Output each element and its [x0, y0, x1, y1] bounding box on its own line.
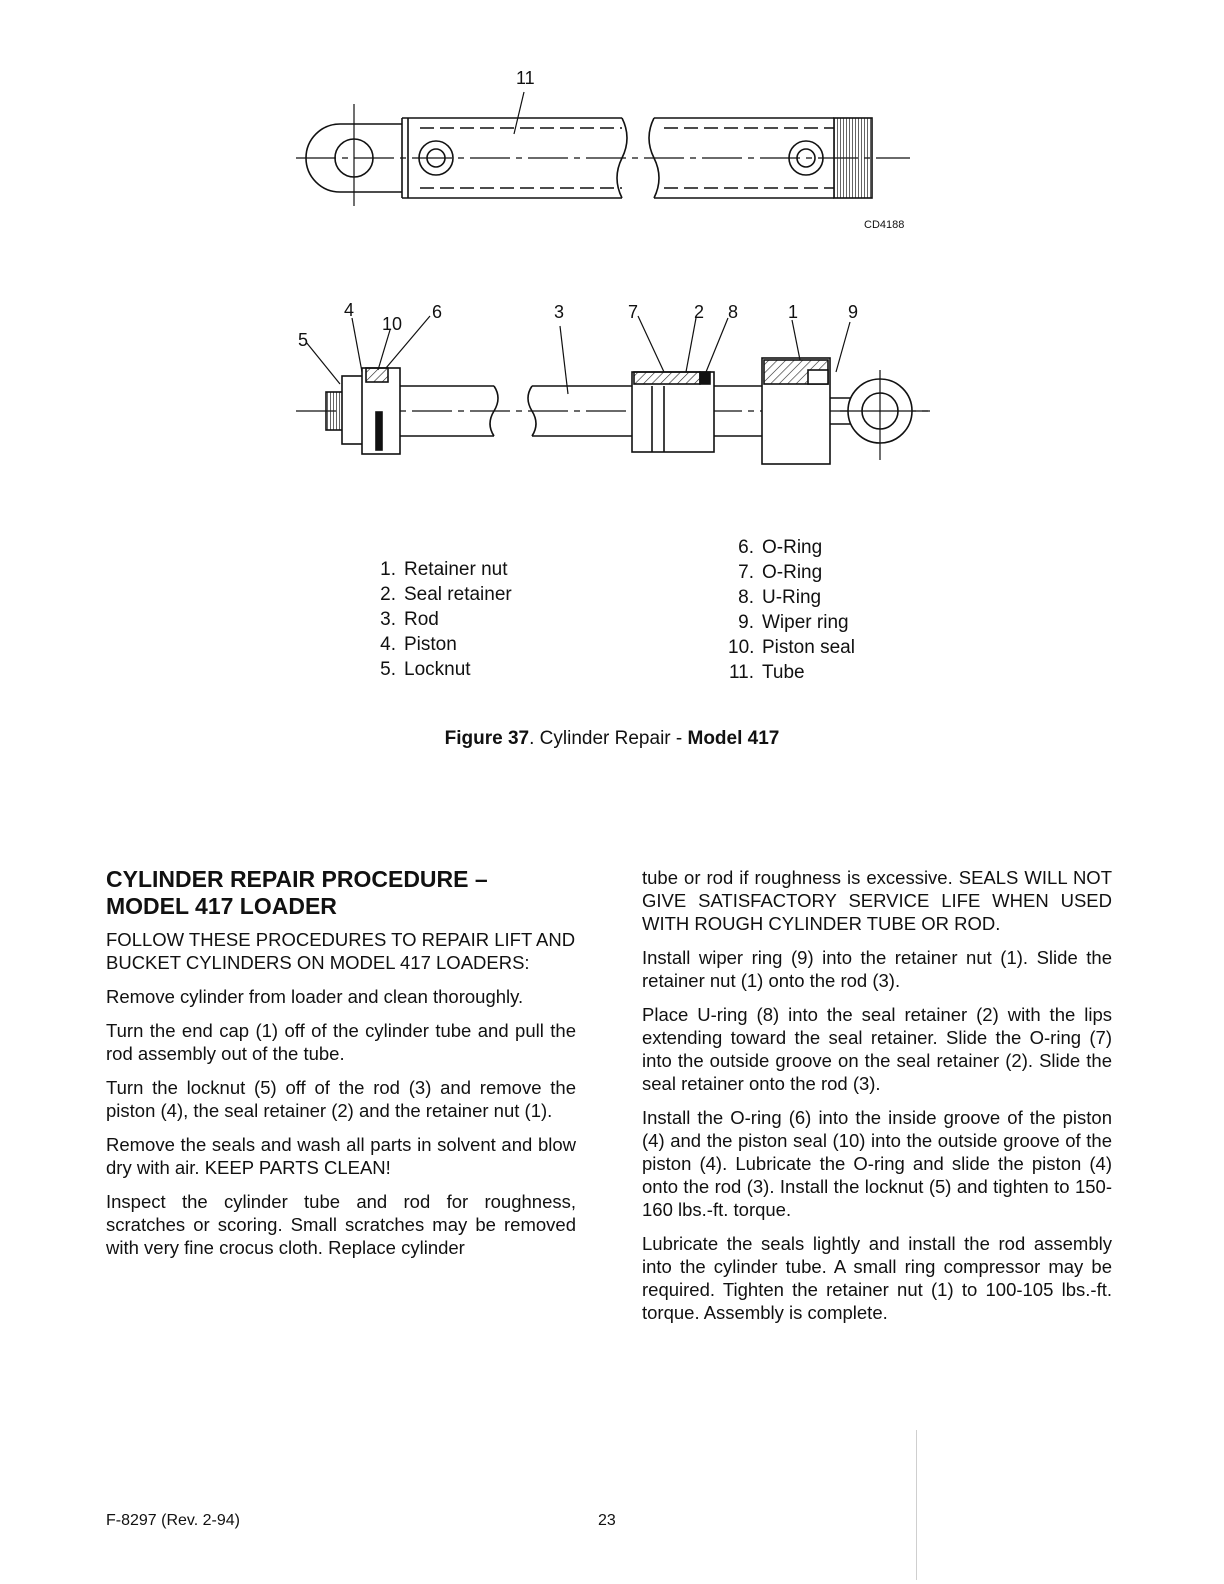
legend-item: 9. Wiper ring: [738, 612, 849, 633]
legend-item: 3. Rod: [380, 609, 439, 630]
figure-caption: Figure 37. Cylinder Repair - Model 417: [444, 728, 780, 749]
callout-10: 10: [382, 314, 403, 334]
legend-item: 5. Locknut: [380, 659, 471, 680]
paragraph: Turn the end cap (1) off of the cylinder tube and pull the rod assembly out of the tube.: [106, 1020, 576, 1064]
form-number: F-8297 (Rev. 2-94): [106, 1512, 240, 1529]
paragraph: Place U-ring (8) into the seal retainer (2) with the lips extending toward the seal retainer. Slide the O-ring (7) into the outside groove on the seal retainer (2). Slide the seal retainer onto the rod (3).: [642, 1004, 1112, 1094]
paragraph: Remove the seals and wash all parts in solvent and blow dry with air. KEEP PARTS CLEAN!: [106, 1134, 576, 1178]
callout-5: 5: [298, 330, 309, 350]
legend-item: 6. O-Ring: [738, 537, 823, 558]
page-number: 23: [598, 1512, 616, 1529]
text-column-right: [642, 866, 1112, 1335]
paragraph: Install wiper ring (9) into the retainer nut (1). Slide the retainer nut (1) onto the rod (3).: [642, 947, 1112, 991]
scan-artifact-line: [916, 1430, 917, 1580]
rod-assembly-drawing: [296, 316, 930, 464]
paragraph: Inspect the cylinder tube and rod for roughness, scratches or scoring. Small scratches may be removed with very fine crocus cloth. Replace cylinder: [106, 1191, 576, 1258]
legend-right: [728, 535, 855, 685]
legend-item: 4. Piston: [380, 634, 457, 655]
paragraph: Turn the locknut (5) off of the rod (3) and remove the piston (4), the seal retainer (2) and the retainer nut (1).: [106, 1077, 576, 1121]
paragraph: Remove cylinder from loader and clean thoroughly.: [106, 986, 524, 1007]
legend-item: 8. U-Ring: [738, 587, 822, 608]
callout-7: 7: [628, 302, 639, 322]
paragraph: tube or rod if roughness is excessive. SEALS WILL NOT GIVE SATISFACTORY SERVICE LIFE WHEN USED WITH ROUGH CYLINDER TUBE OR ROD.: [642, 867, 1112, 934]
text-column-left: [106, 866, 576, 1270]
legend-item: 11. Tube: [728, 662, 805, 683]
paragraph: Lubricate the seals lightly and install the rod assembly into the cylinder tube. A small ring compressor may be required. Tighten the retainer nut (1) to 100-105 lbs.-ft. torque. Assembly is complete.: [642, 1233, 1112, 1323]
callout-3: 3: [554, 302, 565, 322]
cylinder-diagram: [0, 0, 1224, 520]
paragraph: FOLLOW THESE PROCEDURES TO REPAIR LIFT AND BUCKET CYLINDERS ON MODEL 417 LOADERS:: [106, 929, 576, 973]
tube-drawing: [296, 92, 910, 206]
callout-8: 8: [728, 302, 739, 322]
legend-item: 1. Retainer nut: [380, 559, 508, 580]
callout-2: 2: [694, 302, 705, 322]
paragraph: Install the O-ring (6) into the inside groove of the piston (4) and the piston seal (10) into the outside groove of the piston (4). Lubricate the O-ring and slide the piston (4) onto the rod (3). Install the locknut (5) and tighten to 150-160 lbs.-ft. torque.: [642, 1107, 1112, 1220]
drawing-code: CD4188: [864, 219, 905, 231]
legend-left: [370, 557, 512, 682]
callout-11: 11: [516, 68, 535, 88]
legend-item: 2. Seal retainer: [380, 584, 512, 605]
callout-9: 9: [848, 302, 859, 322]
legend-item: 7. O-Ring: [738, 562, 823, 583]
callout-1: 1: [788, 302, 799, 322]
callout-6: 6: [432, 302, 443, 322]
section-heading: CYLINDER REPAIR PROCEDURE – MODEL 417 LOADER: [106, 866, 488, 919]
callout-4: 4: [344, 300, 355, 320]
legend-item: 10. Piston seal: [728, 637, 855, 658]
